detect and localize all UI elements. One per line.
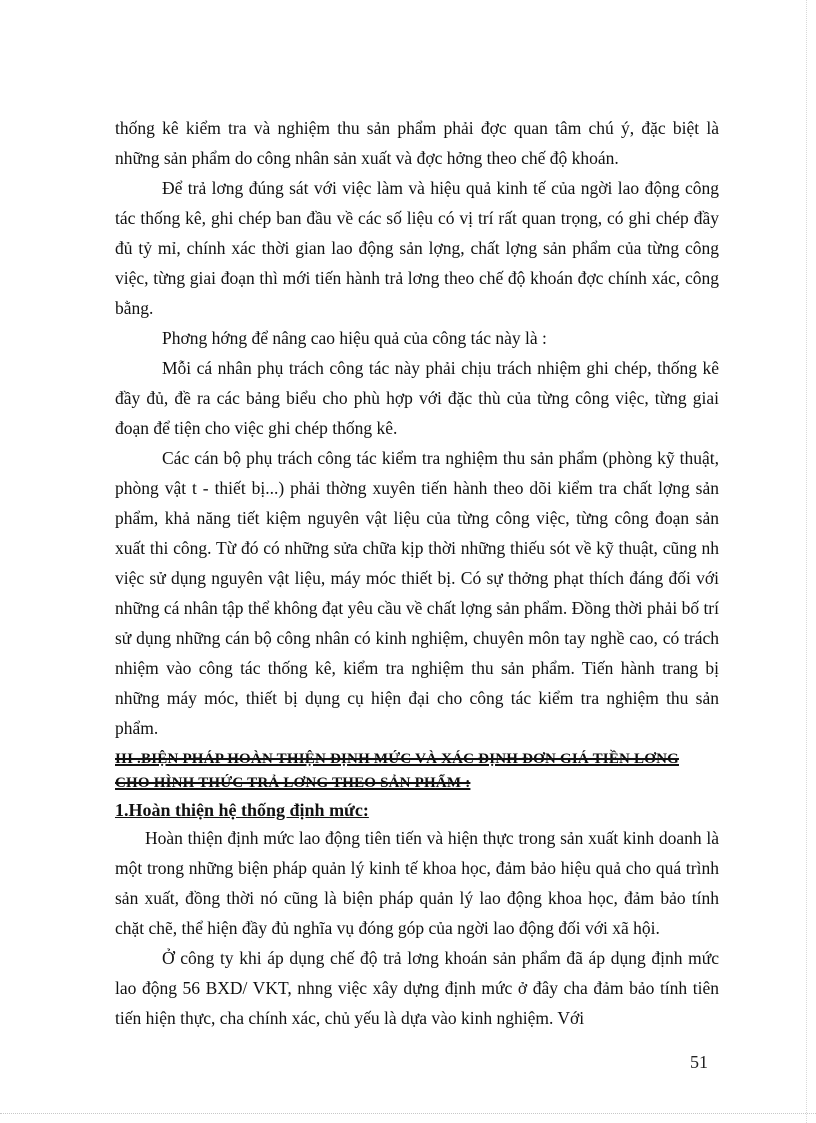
- section-heading-line-1: III .BIỆN PHÁP HOÀN THIỆN ĐỊNH MỨC VÀ XÁC ĐỊNH ĐƠN GIÁ TIỀN LƠNG: [115, 751, 679, 767]
- paragraph-5: Các cán bộ phụ trách công tác kiểm tra nghiệm thu sản phẩm (phòng kỹ thuật, phòng vật t - thiết bị...) phải thờng xuyên tiến hành theo dõi kiểm tra chất lợng sản phẩm, khả năng tiết kiệm nguyên vật liệu của từng công việc, từng công đoạn sản xuất thi công. Từ đó có những sửa chữa kịp thời những thiếu sót về kỹ thuật, cũng nh việc sử dụng nguyên vật liệu, máy móc thiết bị. Có sự thởng phạt thích đáng đối với những cá nhân tập thể không đạt yêu cầu về chất lợng sản phẩm. Đồng thời phải bố trí sử dụng những cán bộ công nhân có kinh nghiệm, chuyên môn tay nghề cao, có trách nhiệm vào công tác thống kê, kiểm tra nghiệm thu sản phẩm. Tiến hành trang bị những máy móc, thiết bị dụng cụ hiện đại cho công tác kiểm tra nghiệm thu sản phẩm.: [115, 448, 719, 738]
- paragraph-6: Hoàn thiện định mức lao động tiên tiến và hiện thực trong sản xuất kinh doanh là một trong những biện pháp quản lý kinh tế khoa học, đảm bảo hiệu quả cho quá trình sản xuất, đồng thời nó cũng là biện pháp quản lý lao động khoa học, đảm bảo tính chặt chẽ, thể hiện đầy đủ nghĩa vụ đóng góp của ngời lao động đối với xã hội.: [115, 828, 719, 938]
- page-right-border: [806, 0, 807, 1123]
- paragraph-7: Ở công ty khi áp dụng chế độ trả lơng khoán sản phẩm đã áp dụng định mức lao động 56 BXD/ VKT, nhng việc xây dựng định mức ở đây cha đảm bảo tính tiên tiến hiện thực, cha chính xác, chủ yếu là dựa vào kinh nghiệm. Với: [115, 948, 719, 1028]
- paragraph-4: Mỗi cá nhân phụ trách công tác này phải chịu trách nhiệm ghi chép, thống kê đầy đủ, đề ra các bảng biểu cho phù hợp với đặc thù của từng công việc, từng giai đoạn để tiện cho việc ghi chép thống kê.: [115, 358, 719, 438]
- paragraph-3: Phơng hớng để nâng cao hiệu quả của công tác này là :: [162, 328, 547, 348]
- paragraph-1: thống kê kiểm tra và nghiệm thu sản phẩm phải đợc quan tâm chú ý, đặc biệt là những sản phẩm do công nhân sản xuất và đợc hởng theo chế độ khoán.: [115, 118, 719, 168]
- paragraph-2: Để trả lơng đúng sát với việc làm và hiệu quả kinh tế của ngời lao động công tác thống kê, ghi chép ban đầu về các số liệu có vị trí rất quan trọng, có ghi chép đầy đủ tỷ mỉ, chính xác thời gian lao động sản lợng, chất lợng sản phẩm của từng công việc, từng giai đoạn thì mới tiến hành trả lơng theo chế độ khoán đợc chính xác, công bằng.: [115, 178, 719, 318]
- page-number: 51: [690, 1052, 708, 1072]
- section-heading-line-2: CHO HÌNH THỨC TRẢ LƠNG THEO SẢN PHẨM :: [115, 775, 471, 791]
- subheading: 1.Hoàn thiện hệ thống định mức:: [115, 800, 369, 820]
- page-body: [115, 113, 719, 1033]
- page-bottom-border: [0, 1113, 816, 1114]
